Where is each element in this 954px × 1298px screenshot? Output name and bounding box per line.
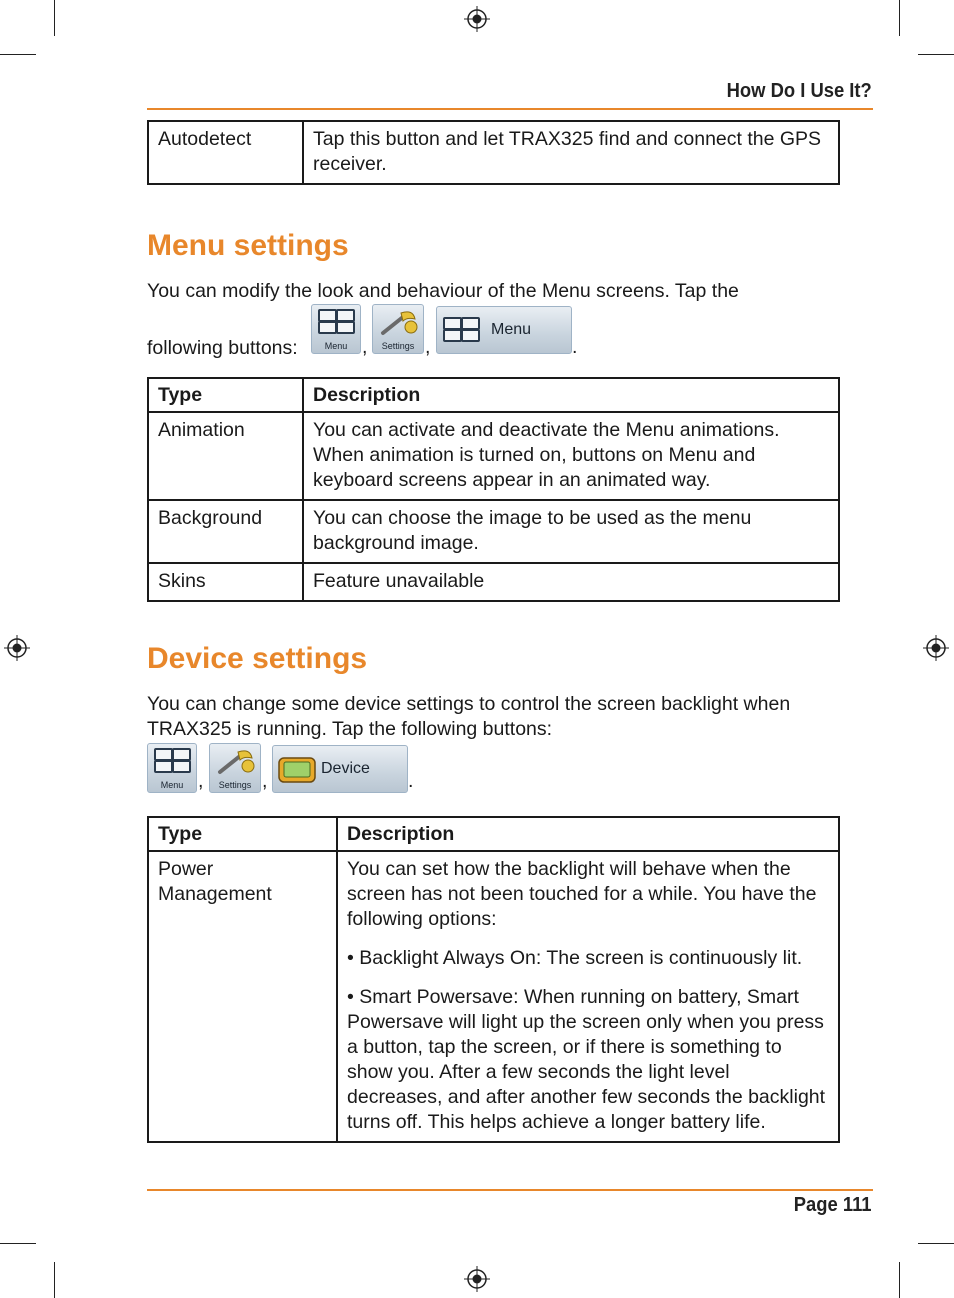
crop-mark	[0, 1243, 36, 1244]
footer-rule	[147, 1189, 873, 1191]
crop-mark	[899, 0, 900, 36]
header-rule	[147, 108, 873, 110]
section-title-device-settings: Device settings	[147, 642, 368, 675]
device-icon	[277, 755, 319, 785]
autodetect-table	[147, 120, 840, 185]
registration-mark-icon	[464, 1266, 490, 1292]
type-cell: Animation	[148, 412, 303, 500]
registration-mark-icon	[464, 6, 490, 32]
table-row	[148, 121, 839, 184]
column-header-description: Description	[303, 378, 839, 412]
description-cell: Tap this button and let TRAX325 find and connect the GPS receiver.	[303, 121, 839, 184]
device-settings-table	[147, 816, 840, 1143]
menu-settings-intro: You can modify the look and behaviour of the Menu screens. Tap the	[147, 280, 739, 302]
column-header-type: Type	[148, 817, 337, 851]
section-title-menu-settings: Menu settings	[147, 229, 349, 262]
button-caption: Settings	[381, 341, 415, 351]
button-caption: Settings	[218, 780, 252, 790]
menu-grid-icon	[318, 309, 354, 333]
menu-button-icon	[147, 743, 197, 793]
table-header-row	[148, 378, 839, 412]
settings-button-icon	[372, 304, 424, 354]
registration-mark-icon	[4, 635, 30, 661]
device-settings-intro: You can change some device settings to control the screen backlight when TRAX325 is running. Tap the following buttons:	[147, 693, 791, 740]
wrench-icon	[210, 744, 262, 778]
description-cell: Feature unavailable	[303, 563, 839, 601]
description-paragraph: You can set how the backlight will behave when the screen has not been touched for a while. You have the following options:	[347, 858, 817, 930]
wrench-icon	[373, 305, 425, 339]
button-caption: Menu	[324, 341, 348, 351]
separator: ,	[425, 336, 431, 358]
description-option: • Backlight Always On: The screen is continuously lit.	[347, 947, 803, 969]
table-row	[148, 563, 839, 601]
separator: .	[408, 770, 414, 792]
column-header-type: Type	[148, 378, 303, 412]
separator: ,	[262, 770, 268, 792]
menu-settings-buttons-prefix: following buttons:	[147, 337, 298, 359]
crop-mark	[54, 0, 55, 36]
type-cell: Autodetect	[148, 121, 303, 184]
menu-wide-button-icon	[436, 306, 572, 354]
description-option: • Smart Powersave: When running on battery, Smart Powersave will light up the screen only when you press a button, tap the screen, or if there is something to show you. After a few seconds the light level decreases, and after another few seconds the backlight turns off. This helps achieve a longer battery life.	[347, 986, 826, 1133]
description-cell	[337, 851, 839, 1142]
type-cell: Power Management	[148, 851, 337, 1142]
table-row	[148, 500, 839, 563]
button-caption: Device	[321, 760, 370, 777]
registration-mark-icon	[923, 635, 949, 661]
crop-mark	[899, 1262, 900, 1298]
button-caption: Menu	[160, 780, 184, 790]
settings-button-icon	[209, 743, 261, 793]
button-caption: Menu	[491, 321, 532, 338]
crop-mark	[0, 54, 36, 55]
description-cell: You can activate and deactivate the Menu animations. When animation is turned on, buttons on Menu and keyboard screens appear in an animated way.	[303, 412, 839, 500]
table-header-row	[148, 817, 839, 851]
type-cell: Skins	[148, 563, 303, 601]
separator: ,	[198, 770, 204, 792]
menu-grid-icon	[154, 748, 190, 772]
menu-settings-table	[147, 377, 840, 602]
column-header-description: Description	[337, 817, 839, 851]
device-button-icon	[272, 745, 408, 793]
crop-mark	[918, 1243, 954, 1244]
separator: .	[572, 336, 578, 358]
description-cell: You can choose the image to be used as the menu background image.	[303, 500, 839, 563]
separator: ,	[362, 336, 368, 358]
menu-button-icon	[311, 304, 361, 354]
type-cell: Background	[148, 500, 303, 563]
menu-grid-icon	[443, 317, 479, 341]
crop-mark	[54, 1262, 55, 1298]
page-header-title: How Do I Use It?	[726, 80, 872, 102]
table-row	[148, 412, 839, 500]
crop-mark	[918, 54, 954, 55]
table-row	[148, 851, 839, 1142]
page-number: Page 111	[794, 1194, 872, 1216]
